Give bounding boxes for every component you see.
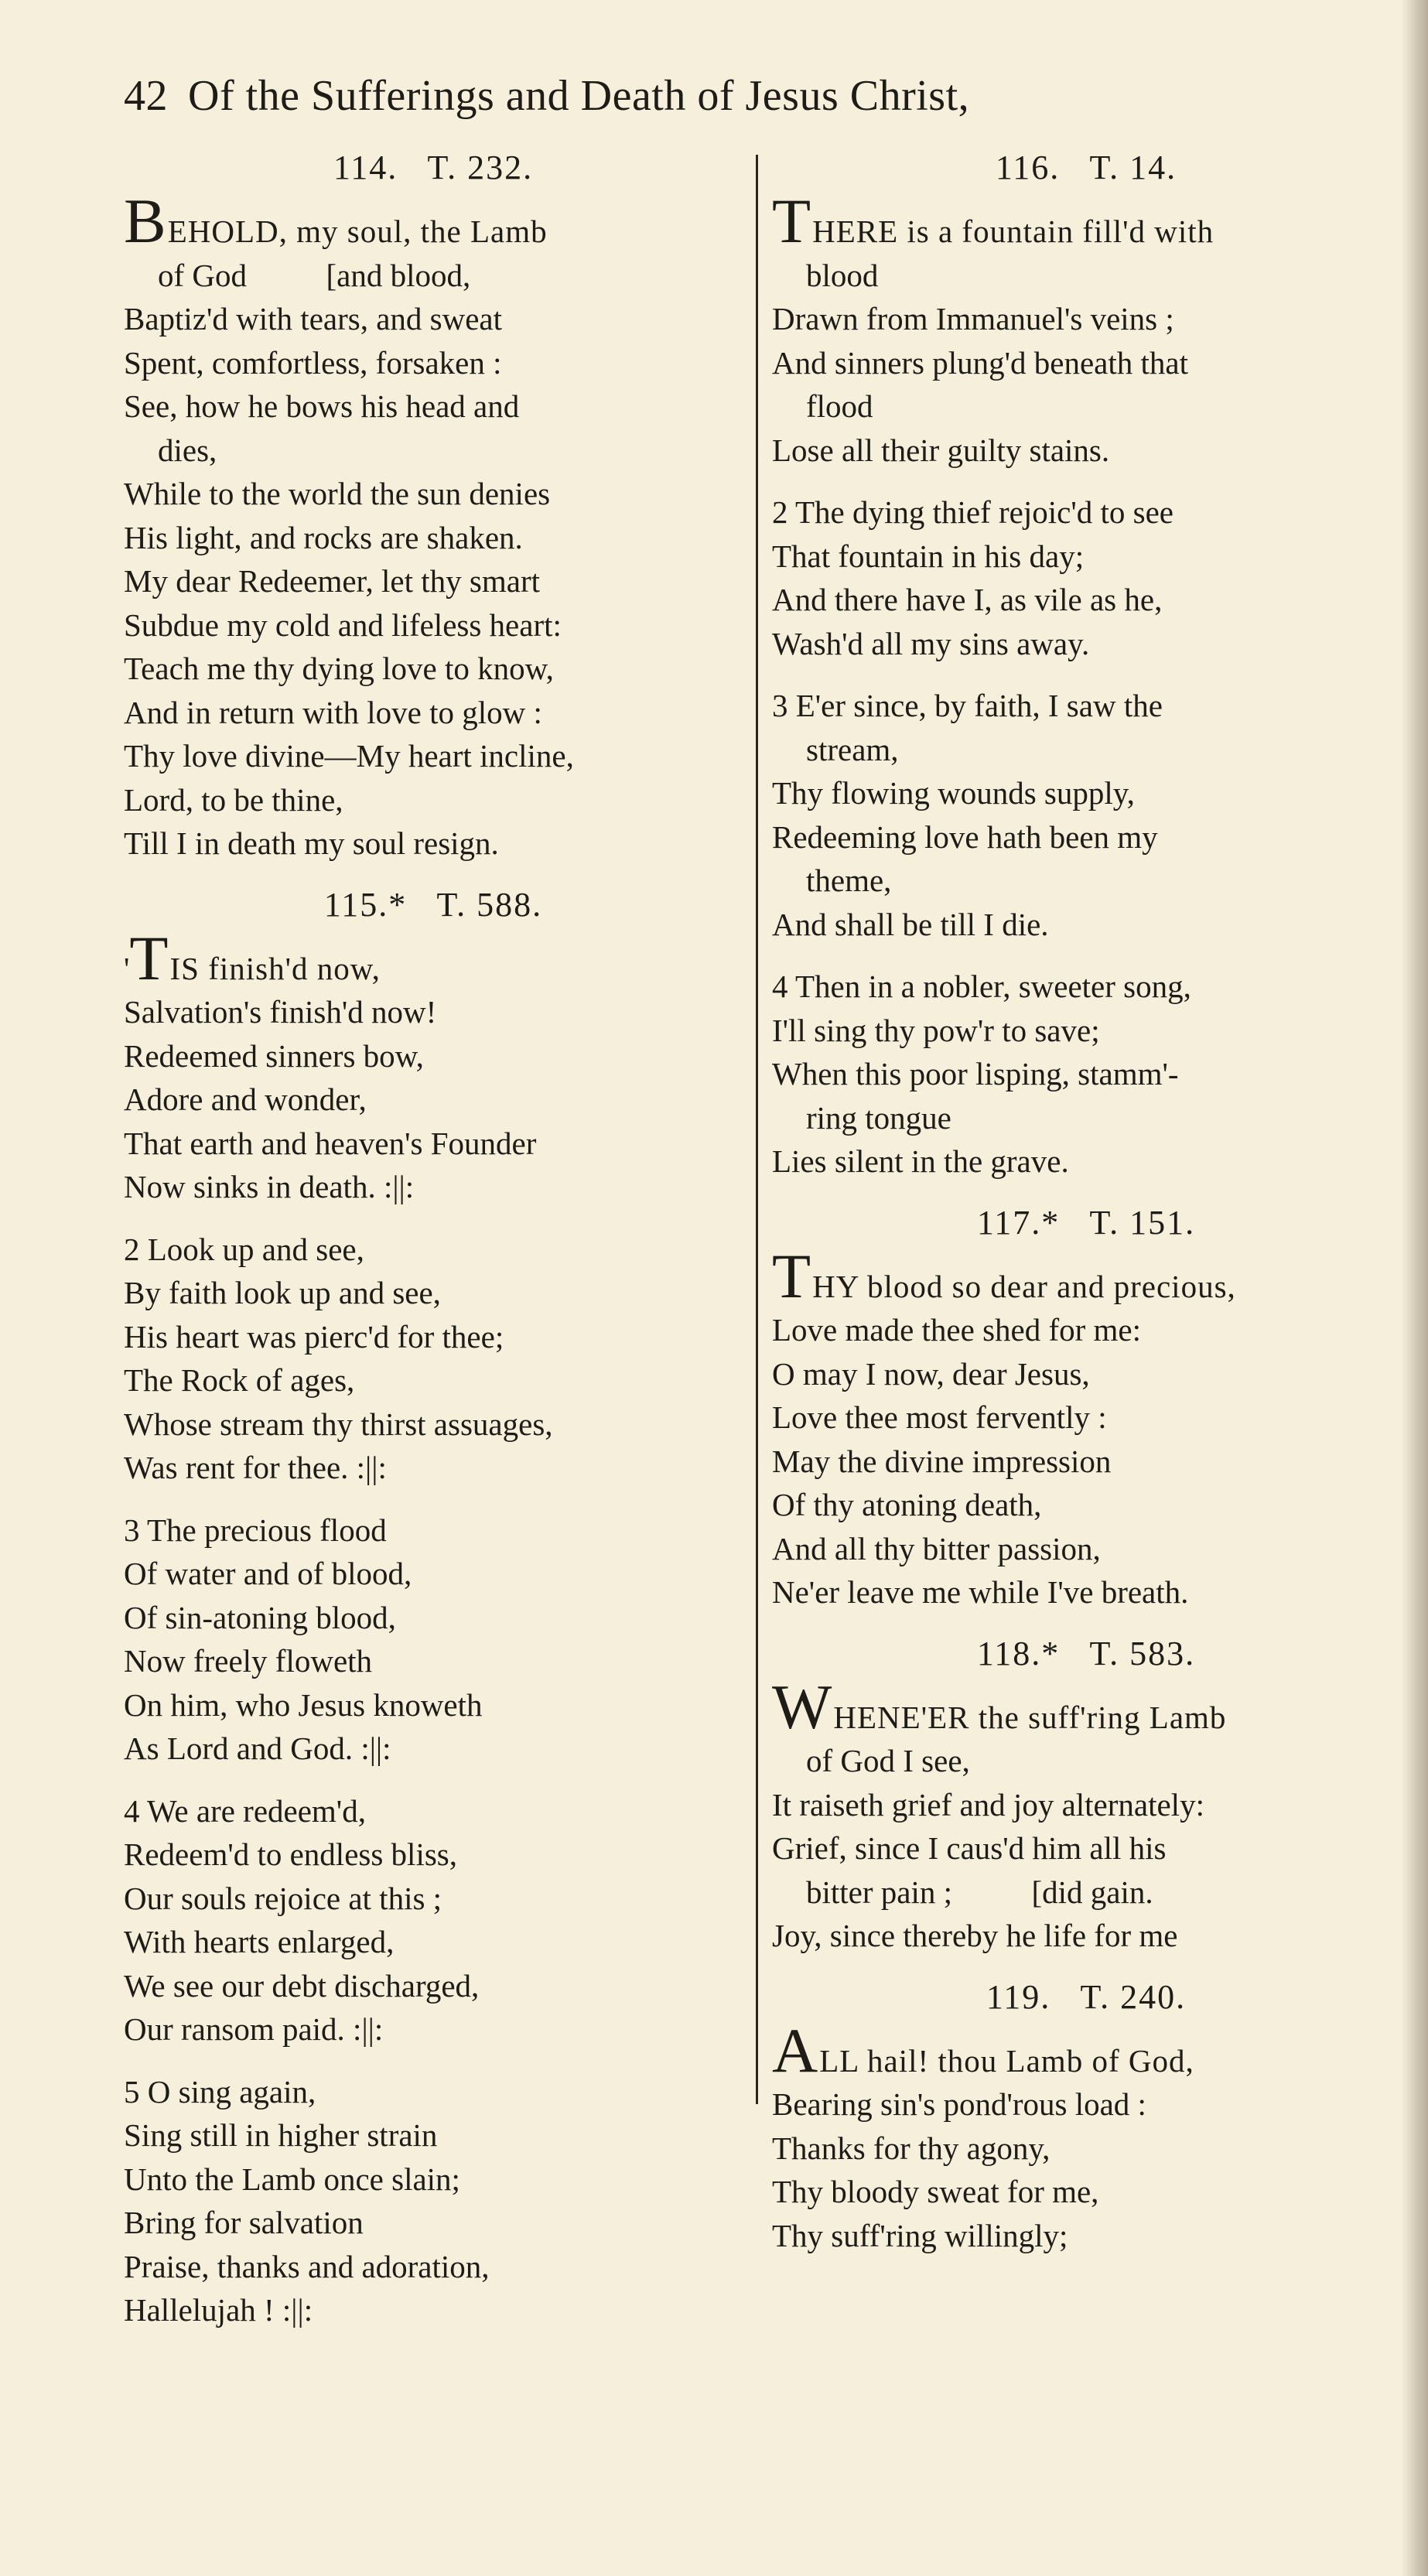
drop-cap: T xyxy=(772,1240,811,1311)
verse-line: Unto the Lamb once slain; xyxy=(124,2161,460,2197)
verse-line: I'll sing thy pow'r to save; xyxy=(772,1012,1100,1048)
stanza xyxy=(772,1671,1400,1958)
stanza xyxy=(772,684,1400,946)
verse-line: Redeeming love hath been my xyxy=(772,818,1158,855)
drop-cap: W xyxy=(772,1671,832,1742)
verse-line: Now freely floweth xyxy=(124,1643,373,1679)
verse-line: Praise, thanks and adoration, xyxy=(124,2248,490,2284)
verse-line: 2 Look up and see, xyxy=(124,1231,364,1267)
verse-line: Spent, comfortless, forsaken : xyxy=(124,344,502,381)
verse-line: Lies silent in the grave. xyxy=(772,1143,1069,1179)
verse-line: Thy flowing wounds supply, xyxy=(772,775,1135,811)
verse-line: Teach me thy dying love to know, xyxy=(124,651,554,686)
first-line xyxy=(772,1671,1400,1742)
verse-line: With hearts enlarged, xyxy=(124,1924,395,1959)
verse-line: blood xyxy=(806,257,879,293)
verse-line: Of water and of blood, xyxy=(124,1556,412,1591)
stanza xyxy=(772,1240,1400,1614)
page-edge-shadow xyxy=(1402,0,1428,2576)
first-line xyxy=(124,922,743,993)
hymn-heading: 119. T. 240. xyxy=(986,1977,1187,2016)
drop-cap: B xyxy=(124,186,166,256)
hymn-heading: 114. T. 232. xyxy=(333,149,534,186)
verse-line: theme, xyxy=(806,863,892,898)
verse-line: May the divine impression xyxy=(772,1443,1112,1479)
hymn-118 xyxy=(772,1633,1400,1958)
apostrophe: ' xyxy=(124,950,130,986)
verse-line: See, how he bows his head and xyxy=(124,388,520,424)
verse-line: On him, who Jesus knoweth xyxy=(124,1686,483,1723)
hymn-114 xyxy=(124,147,743,866)
verse-line: Lord, to be thine, xyxy=(124,781,343,818)
verse-line: When this poor lisping, stamm'- xyxy=(772,1056,1179,1092)
first-line-text: HY blood so dear and precious, xyxy=(812,1268,1236,1304)
page-title: Of the Sufferings and Death of Jesus Christ, xyxy=(188,72,970,120)
verse-line: Thy love divine—My heart incline, xyxy=(124,738,574,774)
verse-line: His heart was pierc'd for thee; xyxy=(124,1318,504,1355)
verse-line: And there have I, as vile as he, xyxy=(772,582,1163,617)
verse-line: 3 E'er since, by faith, I saw the xyxy=(772,688,1163,723)
verse-line: Now sinks in death. :||: xyxy=(124,1169,415,1204)
running-head xyxy=(124,71,1261,121)
verse-line: of God I see, xyxy=(806,1743,970,1778)
verse-line: The Rock of ages, xyxy=(124,1362,355,1398)
verse-line: ring tongue xyxy=(806,1099,951,1136)
verse-line: Bearing sin's pond'rous load : xyxy=(772,2086,1146,2122)
left-column xyxy=(124,147,743,2351)
verse-line: Thanks for thy agony, xyxy=(772,2130,1051,2166)
drop-cap: T xyxy=(772,186,811,256)
verse-line: Salvation's finish'd now! xyxy=(124,994,437,1030)
verse-line: We see our debt discharged, xyxy=(124,1967,480,2004)
verse-line: Was rent for thee. :||: xyxy=(124,1450,387,1485)
verse-line: Sing still in higher strain xyxy=(124,2117,438,2153)
first-line-text: LL hail! thou Lamb of God, xyxy=(819,2042,1194,2079)
verse-line: 4 Then in a nobler, sweeter song, xyxy=(772,969,1191,1004)
verse-line: Redeemed sinners bow, xyxy=(124,1037,424,1074)
verse-line: My dear Redeemer, let thy smart xyxy=(124,563,541,599)
stanza xyxy=(124,2070,743,2332)
verse-line: Adore and wonder, xyxy=(124,1081,367,1117)
hymn-116 xyxy=(772,147,1400,1184)
right-column xyxy=(772,147,1400,2276)
hymn-117 xyxy=(772,1202,1400,1614)
verse-line: 2 The dying thief rejoic'd to see xyxy=(772,494,1173,530)
verse-line: Our ransom paid. :||: xyxy=(124,2011,384,2047)
stanza xyxy=(124,922,743,1209)
verse-line: 5 O sing again, xyxy=(124,2073,316,2110)
verse-line: Thy suff'ring willingly; xyxy=(772,2217,1068,2253)
stanza xyxy=(772,186,1400,472)
first-line-text: HERE is a fountain fill'd with xyxy=(812,214,1214,249)
verse-line: 3 The precious flood xyxy=(124,1512,387,1548)
drop-cap: A xyxy=(772,2014,818,2086)
first-line-text: IS finish'd now, xyxy=(169,950,381,986)
verse-line: dies, xyxy=(158,432,217,468)
verse-line: Ne'er leave me while I've breath. xyxy=(772,1574,1189,1610)
verse-line: His light, and rocks are shaken. xyxy=(124,519,523,555)
verse-line: of God [and blood, xyxy=(158,257,471,293)
hymn-heading: 118.* T. 583. xyxy=(976,1634,1196,1672)
verse-line: Wash'd all my sins away. xyxy=(772,625,1090,661)
first-line xyxy=(772,2014,1400,2086)
verse-line: Whose stream thy thirst assuages, xyxy=(124,1406,553,1442)
verse-line: Thy bloody sweat for me, xyxy=(772,2174,1099,2209)
verse-line: And shall be till I die. xyxy=(772,906,1049,942)
verse-line: Our souls rejoice at this ; xyxy=(124,1880,442,1916)
stanza xyxy=(124,186,743,866)
stanza xyxy=(772,2014,1400,2258)
verse-line: Love made thee shed for me: xyxy=(772,1312,1142,1348)
stanza xyxy=(124,1228,743,1490)
first-line xyxy=(124,186,743,256)
stanza xyxy=(124,1508,743,1771)
verse-line: Bring for salvation xyxy=(124,2205,364,2240)
verse-line: It raiseth grief and joy alternately: xyxy=(772,1786,1204,1823)
page-number: 42 xyxy=(124,72,168,120)
verse-line: Of sin-atoning blood, xyxy=(124,1599,396,1635)
first-line xyxy=(772,186,1400,256)
verse-line: Grief, since I caus'd him all his xyxy=(772,1830,1167,1866)
verse-line: Drawn from Immanuel's veins ; xyxy=(772,301,1174,337)
verse-line: As Lord and God. :||: xyxy=(124,1730,391,1766)
stanza xyxy=(772,490,1400,665)
hymn-heading: 116. T. 14. xyxy=(995,149,1177,186)
first-line-text: HENE'ER the suff'ring Lamb xyxy=(833,1699,1227,1735)
first-line-text: EHOLD, my soul, the Lamb xyxy=(167,214,548,249)
verse-line: Love thee most fervently : xyxy=(772,1399,1107,1435)
verse-line: Baptiz'd with tears, and sweat xyxy=(124,301,502,337)
verse-line: flood xyxy=(806,388,873,424)
column-divider xyxy=(756,155,758,2104)
verse-line: bitter pain ; [did gain. xyxy=(806,1874,1153,1910)
verse-line: stream, xyxy=(806,731,899,767)
verse-line: That earth and heaven's Founder xyxy=(124,1125,537,1161)
verse-line: And in return with love to glow : xyxy=(124,694,542,730)
verse-line: Redeem'd to endless bliss, xyxy=(124,1836,458,1872)
verse-line: Hallelujah ! :||: xyxy=(124,2292,313,2328)
verse-line: Subdue my cold and lifeless heart: xyxy=(124,606,562,643)
drop-cap: T xyxy=(129,922,169,993)
verse-line: 4 We are redeem'd, xyxy=(124,1792,366,1829)
verse-line: Joy, since thereby he life for me xyxy=(772,1918,1178,1953)
verse-line: Lose all their guilty stains. xyxy=(772,432,1110,468)
verse-line: And sinners plung'd beneath that xyxy=(772,344,1189,381)
hymn-heading: 115.* T. 588. xyxy=(323,885,543,924)
verse-line: That fountain in his day; xyxy=(772,538,1085,574)
hymn-heading: 117.* T. 151. xyxy=(976,1203,1196,1242)
verse-line: And all thy bitter passion, xyxy=(772,1530,1101,1566)
verse-line: Of thy atoning death, xyxy=(772,1487,1042,1522)
hymn-115 xyxy=(124,884,743,2332)
verse-line: Till I in death my soul resign. xyxy=(124,825,499,861)
stanza xyxy=(772,965,1400,1184)
verse-line: While to the world the sun denies xyxy=(124,476,551,511)
stanza xyxy=(124,1789,743,2052)
first-line xyxy=(772,1240,1400,1311)
hymn-119 xyxy=(772,1976,1400,2258)
verse-line: By faith look up and see, xyxy=(124,1275,441,1310)
verse-line: O may I now, dear Jesus, xyxy=(772,1355,1090,1392)
